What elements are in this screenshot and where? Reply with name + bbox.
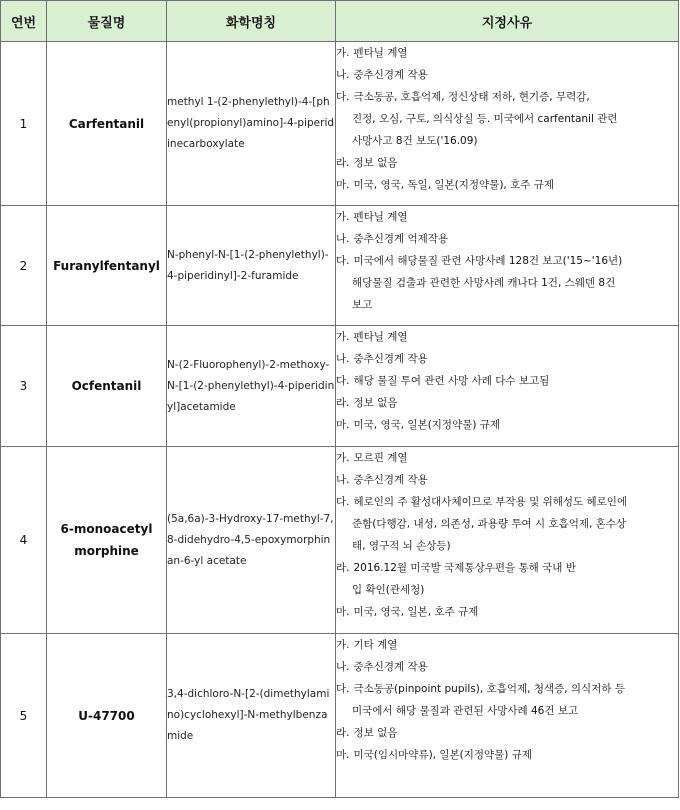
row-number: 4 (1, 447, 47, 634)
header-row (1, 1, 679, 42)
reason-item (336, 250, 678, 316)
reason-item (336, 86, 678, 152)
reason-marker: 가. (336, 47, 350, 59)
reason-text: 중추신경계 작용 (353, 661, 428, 673)
reason-item (336, 370, 678, 392)
reason-marker: 마. (336, 179, 350, 191)
substance-name: U-47700 (47, 634, 167, 798)
designation-reason (336, 42, 679, 206)
substance-name: Ocfentanil (47, 326, 167, 447)
reason-marker: 다. (336, 255, 350, 267)
reason-item (336, 414, 678, 436)
designation-reason (336, 447, 679, 634)
reason-text: 미국, 영국, 일본, 호주 규제 (353, 606, 479, 618)
table-row (1, 447, 679, 634)
chemical-name: methyl 1-(2-phenylethyl)-4-[phenyl(propionyl)amino]-4-piperidinecarboxylate (167, 42, 336, 206)
reason-text: 정보 없음 (353, 157, 398, 169)
reason-text: 펜타닐 계열 (353, 331, 408, 343)
header-substance-name: 물질명 (47, 1, 167, 42)
reason-text: 정보 없음 (353, 397, 398, 409)
reason-text: 정보 없음 (353, 727, 398, 739)
reason-item (336, 656, 678, 678)
reason-text: 중추신경계 작용 (353, 353, 428, 365)
reason-marker: 나. (336, 661, 350, 673)
reason-text-continued: 미국에서 해당 물질과 관련된 사망사례 46건 보고 (352, 705, 579, 717)
reason-text-continued: 입 확인(관세청) (352, 584, 425, 596)
chemical-name: N-(2-Fluorophenyl)-2-methoxy-N-[1-(2-phenylethyl)-4-piperidinyl]acetamide (167, 326, 336, 447)
reason-text: 펜타닐 계열 (353, 211, 408, 223)
reason-item (336, 447, 678, 469)
reason-marker: 다. (336, 375, 350, 387)
reason-marker: 라. (336, 157, 350, 169)
table-row (1, 634, 679, 798)
reason-item (336, 348, 678, 370)
reason-marker: 라. (336, 397, 350, 409)
header-chemical-name: 화학명칭 (167, 1, 336, 42)
substance-name: Carfentanil (47, 42, 167, 206)
reason-marker: 마. (336, 606, 350, 618)
reason-item (336, 152, 678, 174)
reason-item (336, 634, 678, 656)
reason-text: 극소동공, 호흡억제, 정신상태 저하, 현기증, 무력감, (353, 91, 590, 103)
table-body (1, 42, 679, 798)
reason-text-continued: 태, 영구적 뇌 손상등) (352, 540, 451, 552)
reason-marker: 마. (336, 419, 350, 431)
header-designation-reason: 지정사유 (336, 1, 679, 42)
reason-text-continued: 사망사고 8건 보도('16.09) (352, 135, 478, 147)
designation-reason (336, 326, 679, 447)
row-number: 3 (1, 326, 47, 447)
reason-item (336, 206, 678, 228)
reason-item (336, 678, 678, 722)
reason-marker: 다. (336, 496, 350, 508)
reason-marker: 마. (336, 749, 350, 761)
reason-text: 미국(임시마약류), 일본(지정약물) 규제 (353, 749, 533, 761)
reason-marker: 나. (336, 69, 350, 81)
reason-text: 해당 물질 투여 관련 사망 사례 다수 보고됨 (353, 375, 550, 387)
reason-text: 중추신경계 작용 (353, 69, 428, 81)
reason-marker: 가. (336, 211, 350, 223)
row-number: 2 (1, 206, 47, 326)
reason-text: 미국에서 해당물질 관련 사망사례 128건 보고('15~'16년) (353, 255, 623, 267)
reason-text: 중추신경계 작용 (353, 474, 428, 486)
reason-text: 극소동공(pinpoint pupils), 호흡억제, 청색증, 의식저하 등 (353, 683, 625, 695)
reason-text-continued: 진정, 오심, 구토, 의식상실 등. 미국에서 carfentanil 관련 (352, 113, 618, 125)
reason-text: 중추신경계 억제작용 (353, 233, 449, 245)
chemical-name: N-phenyl-N-[1-(2-phenylethyl)-4-piperidinyl]-2-furamide (167, 206, 336, 326)
reason-text: 2016.12월 미국발 국제통상우편을 통해 국내 반 (353, 562, 576, 574)
reason-marker: 가. (336, 331, 350, 343)
substance-name: Furanylfentanyl (47, 206, 167, 326)
designation-reason (336, 206, 679, 326)
reason-marker: 라. (336, 727, 350, 739)
table-row (1, 42, 679, 206)
reason-item (336, 491, 678, 557)
reason-text: 미국, 영국, 일본(지정약물) 규제 (353, 419, 501, 431)
reason-marker: 나. (336, 353, 350, 365)
reason-marker: 나. (336, 474, 350, 486)
reason-item (336, 722, 678, 744)
reason-item (336, 392, 678, 414)
header-no: 연번 (1, 1, 47, 42)
reason-text: 기타 계열 (353, 639, 398, 651)
reason-item (336, 744, 678, 766)
row-number: 1 (1, 42, 47, 206)
reason-text: 헤로인의 주 활성대사체이므로 부작용 및 위해성도 헤로인에 (353, 496, 628, 508)
reason-item (336, 174, 678, 196)
reason-text: 모르핀 계열 (353, 452, 408, 464)
designation-reason (336, 634, 679, 798)
reason-item (336, 601, 678, 623)
chemical-name: 3,4-dichloro-N-[2-(dimethylamino)cyclohexyl]-N-methylbenzamide (167, 634, 336, 798)
chemical-name: (5a,6a)-3-Hydroxy-17-methyl-7,8-didehydro-4,5-epoxymorphinan-6-yl acetate (167, 447, 336, 634)
reason-text-continued: 보고 (352, 299, 373, 311)
reason-item (336, 228, 678, 250)
reason-marker: 나. (336, 233, 350, 245)
table-row (1, 326, 679, 447)
reason-marker: 다. (336, 683, 350, 695)
reason-marker: 라. (336, 562, 350, 574)
reason-item (336, 469, 678, 491)
row-number: 5 (1, 634, 47, 798)
reason-item (336, 64, 678, 86)
reason-marker: 가. (336, 452, 350, 464)
reason-text-continued: 해당물질 검출과 관련한 사망사례 캐나다 1건, 스웨덴 8건 (352, 277, 616, 289)
reason-item (336, 326, 678, 348)
reason-text-continued: 준함(다행감, 내성, 의존성, 과용량 투여 시 호흡억제, 혼수상 (352, 518, 627, 530)
reason-text: 펜타닐 계열 (353, 47, 408, 59)
substance-name: 6-monoacetyl morphine (47, 447, 167, 634)
table-row (1, 206, 679, 326)
reason-item (336, 557, 678, 601)
reason-marker: 가. (336, 639, 350, 651)
reason-text: 미국, 영국, 독일, 일본(지정약물), 호주 규제 (353, 179, 555, 191)
reason-item (336, 42, 678, 64)
reason-marker: 다. (336, 91, 350, 103)
